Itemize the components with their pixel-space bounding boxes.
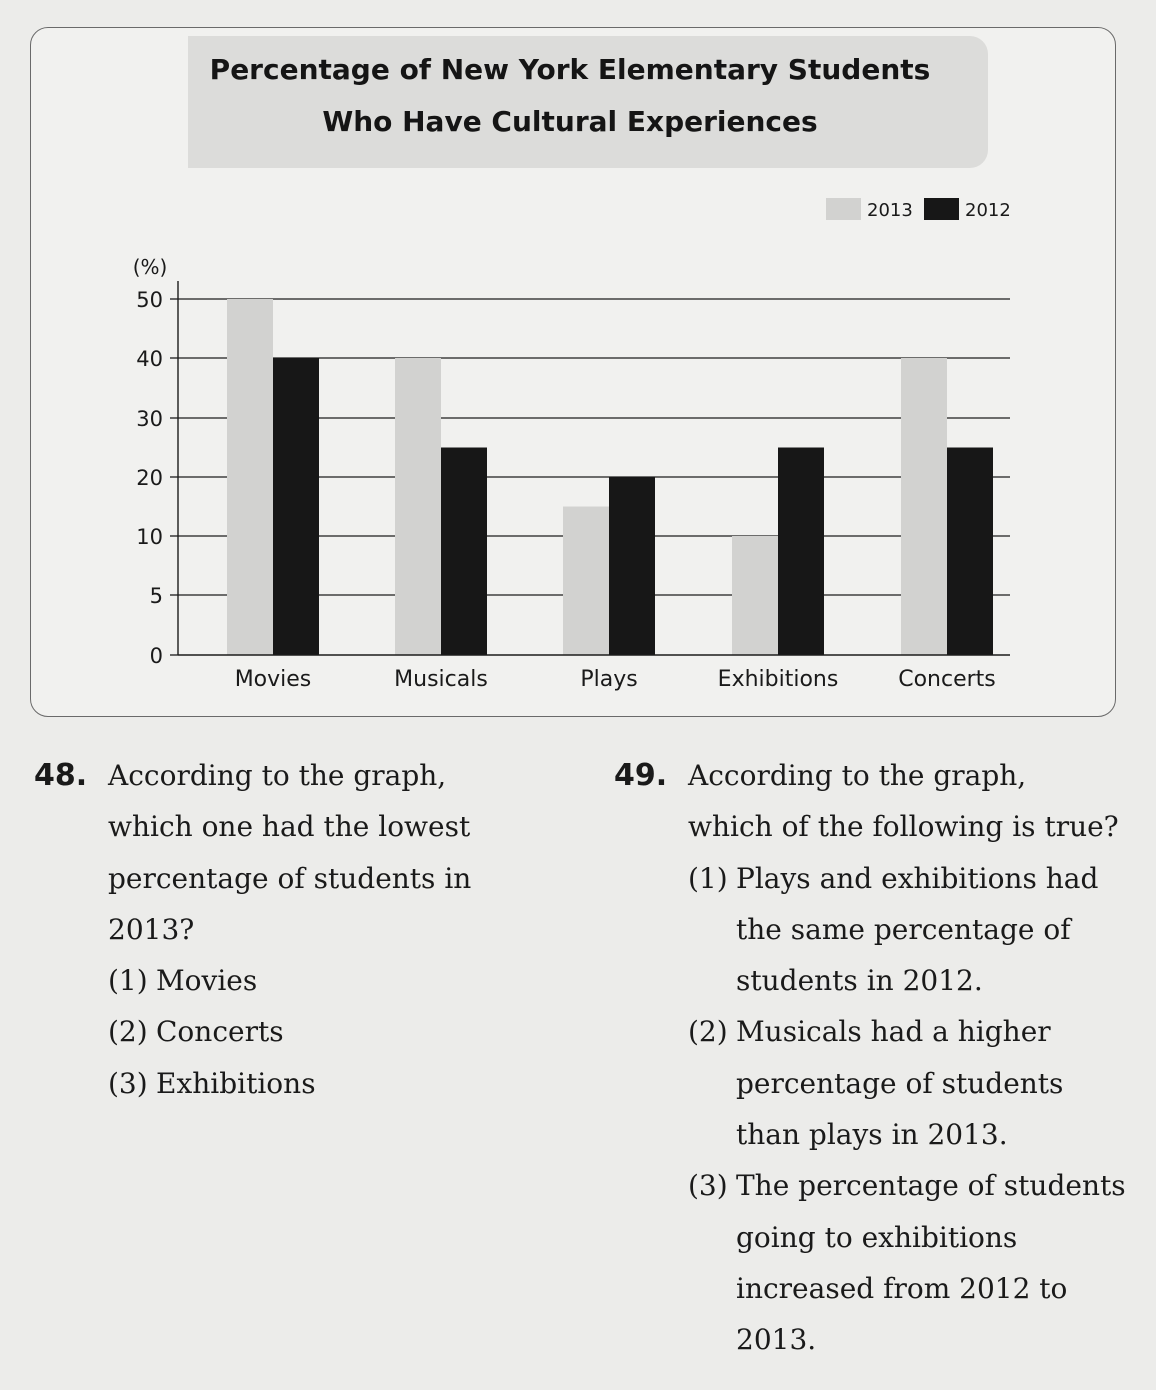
y-tick-label: 10 — [136, 525, 163, 549]
option-label: (3) — [108, 1066, 148, 1100]
x-tick-label: Exhibitions — [717, 667, 839, 692]
question-stem — [108, 750, 554, 955]
option-label: (3) — [688, 1169, 728, 1203]
option-text: Movies — [156, 964, 258, 998]
question-number: 49. — [614, 758, 668, 793]
x-tick-label: Musicals — [394, 667, 488, 692]
question-48 — [34, 750, 554, 1109]
question-stem-line: which of the following is true? — [688, 810, 1119, 844]
option-text: 2013. — [736, 1323, 817, 1357]
question-49 — [614, 750, 1154, 1366]
bar-2012-plays — [609, 477, 655, 655]
option-text: percentage of students — [736, 1066, 1064, 1100]
answer-option-1 — [108, 955, 554, 1006]
bar-2013-concerts — [901, 358, 947, 655]
option-text: increased from 2012 to — [736, 1271, 1068, 1305]
legend-swatch-2013 — [826, 198, 861, 220]
option-text: Exhibitions — [156, 1066, 316, 1100]
answer-option-3 — [108, 1058, 554, 1109]
bar-2012-concerts — [947, 448, 993, 656]
x-tick-label: Plays — [580, 667, 638, 692]
y-axis-label: (%) — [132, 255, 168, 279]
y-tick-label: 40 — [136, 347, 163, 371]
question-stem-line: which one had the lowest — [108, 810, 471, 844]
answer-option-3 — [688, 1160, 1154, 1365]
y-tick-label: 50 — [136, 288, 163, 312]
legend-label: 2013 — [867, 200, 913, 221]
y-tick-label: 0 — [149, 644, 163, 668]
option-label: (1) — [688, 861, 728, 895]
option-text: Musicals had a higher — [736, 1015, 1051, 1049]
answer-option-1 — [688, 853, 1154, 1007]
y-tick-label: 20 — [136, 466, 163, 490]
bar-2012-exhibitions — [778, 448, 824, 656]
option-text: the same percentage of — [736, 912, 1071, 946]
bar-2012-musicals — [441, 448, 487, 656]
answer-option-2 — [688, 1006, 1154, 1160]
option-label: (2) — [688, 1015, 728, 1049]
y-tick-label: 30 — [136, 407, 163, 431]
question-stem-line: According to the graph, — [108, 759, 447, 792]
bar-2012-movies — [273, 358, 319, 655]
bar-2013-exhibitions — [732, 536, 778, 655]
legend-swatch-2012 — [924, 198, 959, 220]
question-stem-line: 2013? — [108, 912, 195, 946]
option-text: Plays and exhibitions had — [736, 861, 1099, 895]
option-text: Concerts — [156, 1015, 284, 1049]
bar-2013-plays — [563, 507, 609, 656]
legend-label: 2012 — [965, 200, 1011, 221]
y-tick-label: 5 — [149, 584, 163, 608]
option-label: (2) — [108, 1015, 148, 1049]
option-text: The percentage of students — [736, 1169, 1126, 1203]
chart-title-line-1: Percentage of New York Elementary Students — [209, 53, 931, 86]
option-text: than plays in 2013. — [736, 1118, 1008, 1152]
chart-title-line-2: Who Have Cultural Experiences — [322, 105, 818, 138]
bar-2013-musicals — [395, 358, 441, 655]
x-tick-label: Movies — [234, 667, 312, 692]
question-stem-line: percentage of students in — [108, 861, 472, 895]
option-label: (1) — [108, 964, 148, 998]
question-stem-line: According to the graph, — [688, 759, 1027, 792]
bar-2013-movies — [227, 299, 273, 655]
question-stem — [688, 750, 1154, 853]
option-text: going to exhibitions — [736, 1220, 1018, 1254]
question-number: 48. — [34, 758, 88, 793]
option-text: students in 2012. — [736, 964, 983, 998]
x-tick-label: Concerts — [898, 667, 996, 692]
answer-option-2 — [108, 1006, 554, 1057]
